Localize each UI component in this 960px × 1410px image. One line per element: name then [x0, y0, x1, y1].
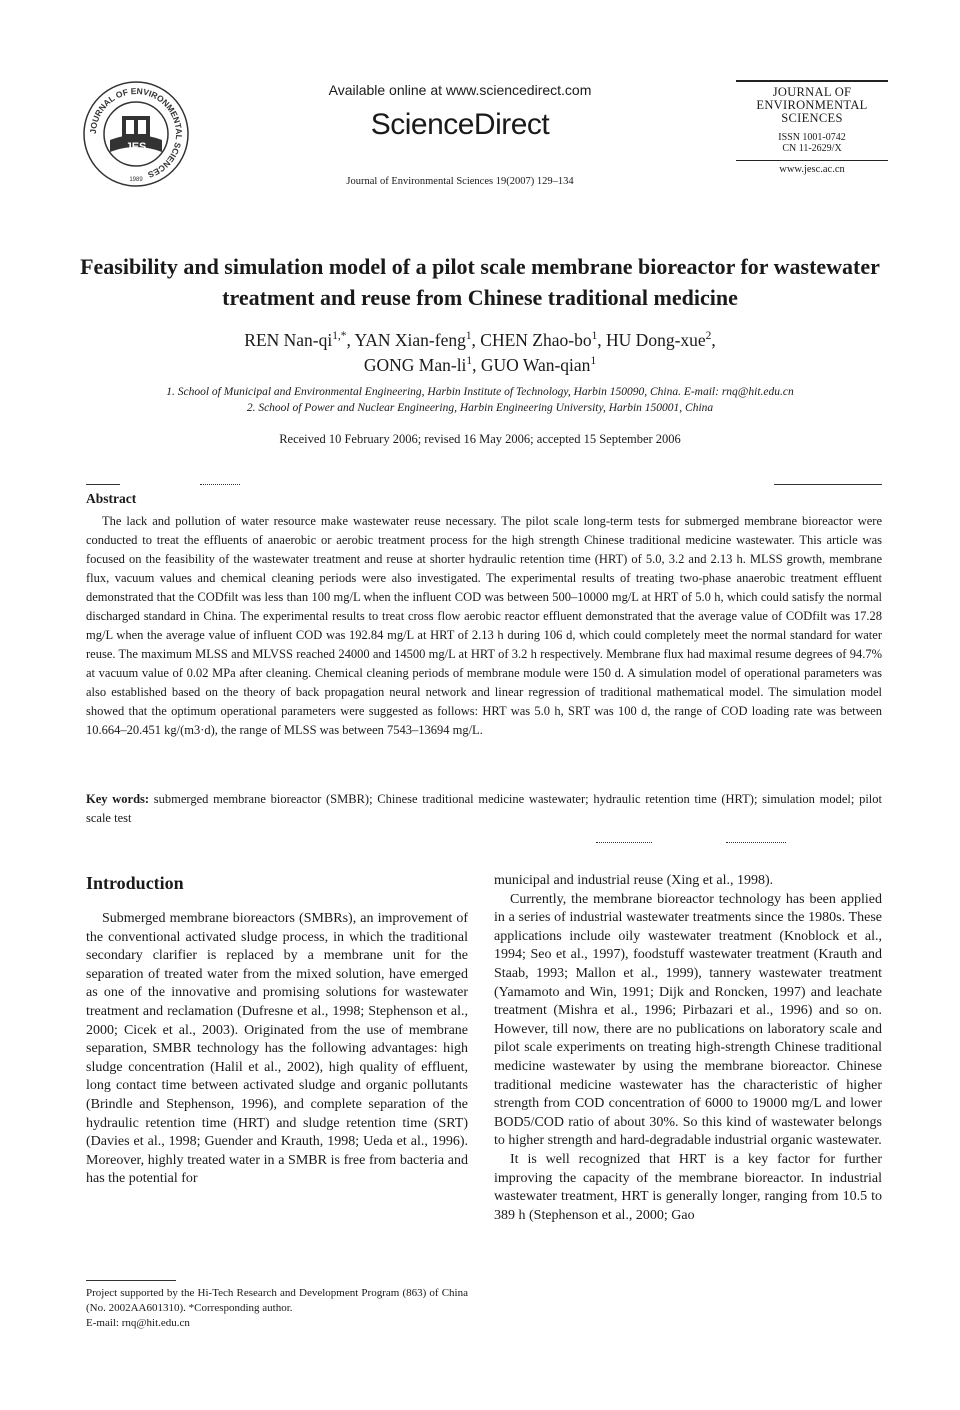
- affiliation-2: 2. School of Power and Nuclear Engineering, Harbin Engineering University, Harbin 150001, China: [246, 402, 714, 414]
- journal-reference: Journal of Environmental Sciences 19(2007) 129–134: [346, 176, 574, 187]
- journal-issn: ISSN 1001-0742: [778, 132, 846, 143]
- affiliation-1: 1. School of Municipal and Environmental Engineering, Harbin Institute of Technology, Harbin 150090, China. E-mail: rnq@hit.edu.cn: [166, 386, 794, 398]
- svg-text:1989: 1989: [129, 177, 143, 183]
- svg-text:JOURNAL OF ENVIRONMENTAL SCIEN: JOURNAL OF ENVIRONMENTAL SCIENCES: [87, 85, 185, 180]
- divider: [200, 484, 240, 485]
- affiliations: [80, 384, 880, 416]
- divider: [726, 842, 786, 843]
- available-online-text: Available online at www.sciencedirect.com: [328, 82, 592, 98]
- svg-text:JES: JES: [125, 141, 147, 153]
- publisher-logo-text: ScienceDirect: [370, 108, 550, 141]
- author-list: [140, 328, 820, 378]
- intro-paragraph: It is well recognized that HRT is a key factor for further improving the capacity of the membrane bioreactor. In industrial wastewater treatment, HRT is generally longer, ranging from 10.5 to 389 h (Stephenson et al., 2000; Gao: [494, 1151, 882, 1223]
- divider: [774, 484, 882, 485]
- footnote: [86, 1286, 468, 1331]
- journal-logo: [80, 78, 192, 190]
- journal-cn: CN 11-2629/X: [782, 143, 842, 154]
- intro-paragraph: Currently, the membrane bioreactor technology has been applied in a series of industrial wastewater treatments since the 1980s. These applications include oily wastewater treatment (Knoblock et al., 1994; Seo et al., 1997), foodstuff wastewater treatment (Krauth and Staab, 1993; Mallon et al., 1999), tannery wastewater treatment (Yamamoto and Win, 1991; Dijk and Roncken, 1997) and leachate treatment (Mishra et al., 1996; Pirbazari et al., 1996) and so on. However, till now, there are no publications on laboratory scale and pilot scale experiments on treating high-strength Chinese traditional medicine wastewater by using the membrane bioreactor. Chinese traditional medicine wastewater has the characteristic of higher strength from COD concentration of 6000 to 19000 mg/L and lower BOD5/COD ratio of about 30%. So this kind of wastewater belongs to higher strength and hard-degradable industrial organic wastewater.: [494, 891, 882, 1149]
- journal-name: JOURNAL OF ENVIRONMENTAL SCIENCES: [756, 85, 868, 125]
- paper-title: Feasibility and simulation model of a pilot scale membrane bioreactor for wastewater treatment and reuse from Chinese traditional medicine: [80, 254, 880, 310]
- journal-url[interactable]: www.jesc.ac.cn: [779, 164, 845, 175]
- abstract-heading: Abstract: [86, 491, 137, 506]
- abstract-text: The lack and pollution of water resource make wastewater reuse necessary. The pilot scale long-term tests for submerged membrane bioreactor were conducted to treat the effluents of anaerobic or aerobic treatment process for the high strength Chinese traditional medicine wastewater. This article was focused on the feasibility of the wastewater treatment and reuse at shorter hydraulic retention time (HRT) of 5.0, 3.2 and 2.13 h. MLSS growth, membrane flux, vacuum values and chemical cleaning periods were also investigated. The experimental results of treating two-phase anaerobic treatment effluent demonstrated that the CODfilt was less than 100 mg/L when the influent COD was between 500–10000 mg/L at HRT of 5.0 h, which could satisfy the normal discharged standard in China. The experimental results to treat cross flow aerobic reactor effluent demonstrated that the average value of CODfilt was 17.28 mg/L when the average value of influent COD was 192.84 mg/L at HRT of 2.13 h during 106 d, which could completely meet the normal standard for water reuse. The maximum MLSS and MLVSS reached 24000 and 14500 mg/L at HRT of 3.2 h respectively. Membrane flux had maximal resume degrees of 94.7% at vacuum value of 0.02 MPa after cleaning. Chemical cleaning periods of membrane module were 150 d. A simulation model of operational parameters was also established based on the theory of back propagation neural network and linear regression of traditional mathematical model. The simulation model showed that the optimum operational parameters were suggested as follows: HRT was 5.0 h, SRT was 100 d, the range of COD loading rate was between 10.664–20.451 kg/(m3·d), the range of MLSS was between 7543–13694 mg/L.: [86, 514, 882, 737]
- received-dates: Received 10 February 2006; revised 16 May 2006; accepted 15 September 2006: [279, 432, 681, 446]
- divider: [596, 842, 652, 843]
- footnote-email: E-mail: rnq@hit.edu.cn: [86, 1317, 190, 1329]
- intro-left-column: [86, 910, 468, 1189]
- author-line-1: REN Nan-$qi^{1,*}$, YAN Xian-feng$^1$, CHEN Zhao-$bo^1$, HU Dong-xue$^2$,: [244, 330, 716, 350]
- keywords-text: submerged membrane bioreactor (SMBR); Chinese traditional medicine wastewater; hydraulic retention time (HRT); simulation model; pilot scale test: [86, 792, 883, 825]
- intro-paragraph: municipal and industrial reuse (Xing et al., 1998).: [494, 873, 774, 888]
- introduction-heading: Introduction: [86, 873, 184, 893]
- journal-info-box: [736, 80, 888, 175]
- divider: [86, 484, 120, 485]
- funding-note: Project supported by the Hi-Tech Research and Development Program (863) of China (No. 2002AA601310). *Corresponding author.: [86, 1287, 468, 1314]
- author-line-2: GONG Man-$li^1$, GUO Wan-qian$^1$: [363, 355, 597, 375]
- intro-paragraph: Submerged membrane bioreactors (SMBRs), an improvement of the conventional activated sludge process, in which the traditional secondary clarifier is replaced by a membrane unit for the separation of treated water from the mixed solution, have emerged as one of the innovative and promising solutions for wastewater treatment and reclamation (Dufresne et al., 1998; Stephenson et al., 2000; Cicek et al., 2003). Originated from the use of membrane separation, SMBR technology has the following advantages: high sludge concentration (Halil et al., 2002), high quality of effluent, long contact time between activated sludge and organic pollutants (Brindle and Stephenson, 1996), and complete separation of the hydraulic retention time (HRT) and sludge retention time (SRT) (Davies et al., 1998; Guender and Krauth, 1998; Ueda et al., 1996). Moreover, highly treated water in a SMBR is free from bacteria and has the potential for: [86, 911, 468, 1187]
- intro-right-column: [494, 872, 882, 1225]
- keywords-label: Key words:: [86, 792, 150, 806]
- keywords: [86, 790, 882, 828]
- jes-seal-icon: [80, 78, 192, 190]
- footnote-divider: [86, 1280, 176, 1281]
